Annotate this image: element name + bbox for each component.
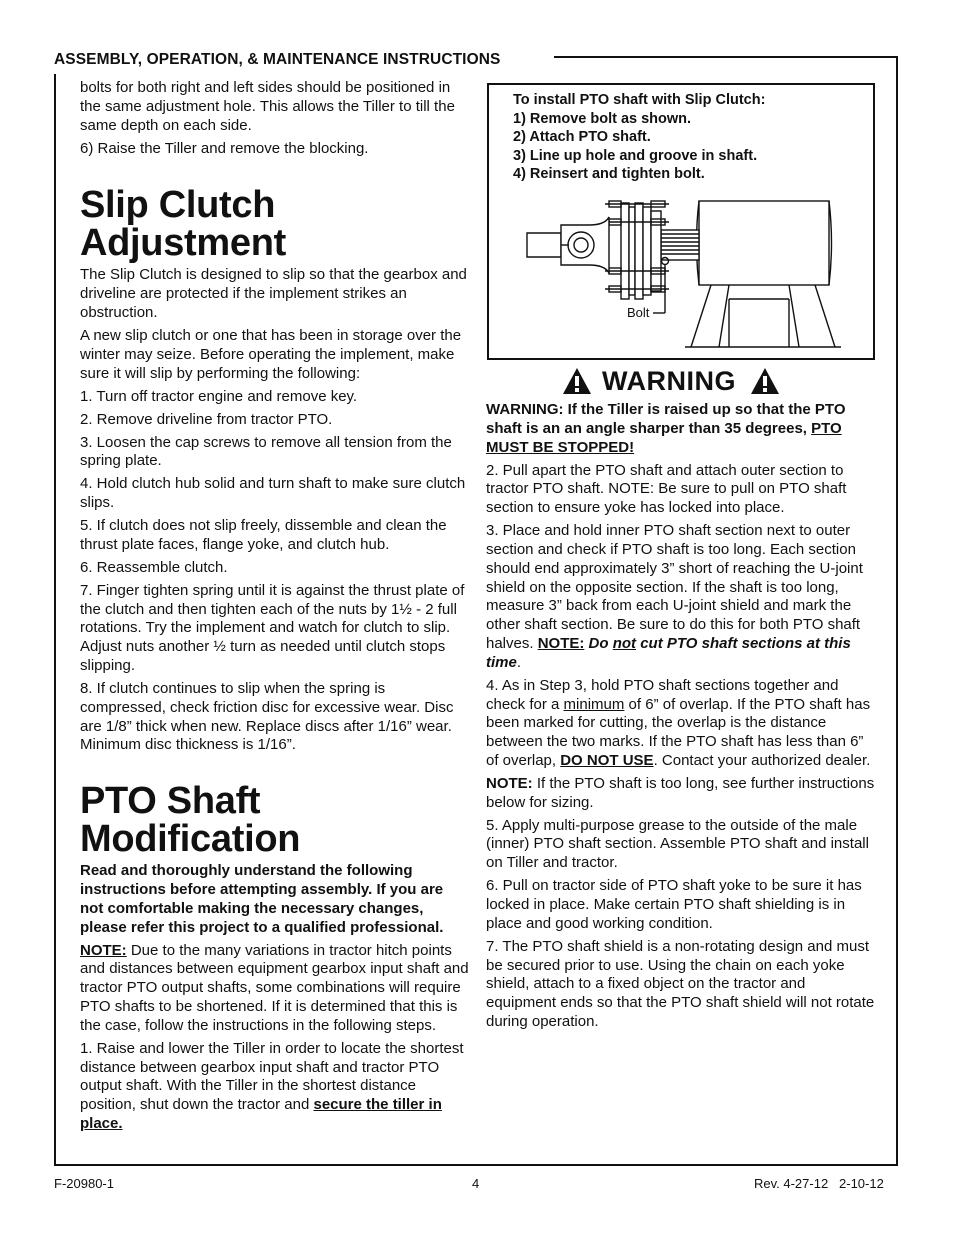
warning-triangle-icon xyxy=(750,366,780,396)
right-column xyxy=(486,401,876,1036)
intro-step-6: 6) Raise the Tiller and remove the blocking. xyxy=(80,139,369,157)
pto-step-7: 7. The PTO shaft shield is a non-rotating design and must be secured prior to use. Using the chain on each yoke shield, attach to a fixed object on the tractor and equipment ends so that the PTO shaft shield will not rotate during operation. xyxy=(486,937,875,1031)
note-label: NOTE: xyxy=(80,941,127,959)
pto-mod-bold-intro: Read and thoroughly understand the following instructions before attempting assembly. If you are not comfortable making the necessary changes, please refer this project to a qualified professional. xyxy=(80,862,444,936)
note-text: Due to the many variations in tractor hitch points and distances between equipment gearbox input shaft and tractor PTO output shafts, some combinations will require PTO shafts to be shortened. If it is determined that this is the case, follow the instructions in the following steps. xyxy=(80,941,469,1034)
frame-left-line xyxy=(54,74,56,1166)
footer-doc-number: F-20980-1 xyxy=(54,1176,114,1191)
slip-clutch-step-3: 3. Loosen the cap screws to remove all tension from the spring plate. xyxy=(80,433,452,470)
figure-step-4: 4) Reinsert and tighten bolt. xyxy=(513,166,705,183)
gearbox-housing xyxy=(685,201,841,347)
slip-clutch-heading-line1: Slip Clutch xyxy=(80,184,276,227)
pto-step-4 xyxy=(486,677,876,771)
slip-clutch-step-5: 5. If clutch does not slip freely, dissemble and clean the thrust plate faces, flange yoke, and clutch hub. xyxy=(80,517,447,553)
slip-clutch-drawing xyxy=(489,85,873,358)
slip-clutch-step-7: 7. Finger tighten spring until it is against the thrust plate of the clutch and then tighten each of the nuts by 1½ - 2 full rotations. Try the implement and watch for clutch to slip. Adjust nuts another ½ turn as needed until clutch stops slipping. xyxy=(80,581,465,675)
pto-mod-heading-line1: PTO Shaft xyxy=(80,780,261,823)
slip-clutch-p1: The Slip Clutch is designed to slip so that the gearbox and driveline are protected if the implement strikes an obstruction. xyxy=(80,266,467,321)
warning-label: WARNING xyxy=(602,366,736,396)
step-3-text: 3. Place and hold inner PTO shaft section next to outer section and check if PTO shaft is too long. Each section should end approximately 3” short of reaching the U-joint shield on the opposite section. If the shaft is too long, measure 3” back from each U-joint shield and mark the other shaft section. Be sure to do this for both PTO shaft halves. xyxy=(486,522,863,652)
frame-bottom-line xyxy=(54,1164,898,1166)
slip-clutch-p2: A new slip clutch or one that has been in storage over the winter may seize. Before operating the implement, make sure it will slip by performing the following: xyxy=(80,326,462,382)
pto-install-figure xyxy=(487,83,875,360)
slip-clutch-step-8: 8. If clutch continues to slip when the spring is compressed, check friction disc for excessive wear. Disc are 1/8” thick when new. Replace discs after 1/16” wear. Minimum disc thickness is 1/16”. xyxy=(80,680,454,754)
warning-banner xyxy=(560,365,782,397)
pto-step-3 xyxy=(486,522,876,672)
figure-step-2: 2) Attach PTO shaft. xyxy=(513,129,651,146)
step-4-minimum: minimum xyxy=(563,695,625,713)
pto-mod-heading xyxy=(80,780,470,861)
clutch-plates xyxy=(621,203,661,299)
footer-page-number: 4 xyxy=(472,1176,480,1191)
frame-top-line xyxy=(554,56,898,58)
pto-mod-step-1 xyxy=(80,1040,470,1134)
step-3-note-label: NOTE: xyxy=(537,634,585,652)
pto-step-2: 2. Pull apart the PTO shaft and attach outer section to tractor PTO shaft. NOTE: Be sure to pull on PTO shaft section to ensure yoke has locked into place. xyxy=(486,461,847,517)
step-1-text: 1. Raise and lower the Tiller in order to locate the shortest distance between gearbox input shaft and tractor PTO output shaft. With the Tiller in the shortest distance position, shut down the tractor and xyxy=(80,1039,464,1114)
step-4-a: 4. As in Step 3, hold PTO shaft sections together and check for a xyxy=(486,676,839,713)
intro-paragraph: bolts for both right and left sides should be positioned in the same adjustment hole. This allows the Tiller to till the same depth on each side. xyxy=(80,79,455,134)
pto-shaft-splines xyxy=(661,230,699,260)
header-title: ASSEMBLY, OPERATION, & MAINTENANCE INSTRUCTIONS xyxy=(54,51,501,68)
slip-clutch-heading-line2: Adjustment xyxy=(80,222,287,265)
warning-text-emphasis: PTO MUST BE STOPPED! xyxy=(486,419,842,456)
slip-clutch-heading xyxy=(80,184,470,265)
figure-step-title: To install PTO shaft with Slip Clutch: xyxy=(513,92,766,108)
left-column xyxy=(80,79,470,1138)
step-4-do-not-use: DO NOT USE xyxy=(560,751,654,769)
pto-note xyxy=(486,775,876,813)
figure-step-3: 3) Line up hole and groove in shaft. xyxy=(513,147,758,164)
pto-mod-note xyxy=(80,942,470,1036)
step-3-end: . xyxy=(516,653,522,671)
pto-note-text: If the PTO shaft is too long, see further instructions below for sizing. xyxy=(486,774,875,811)
slip-clutch-step-1: 1. Turn off tractor engine and remove key. xyxy=(80,387,358,405)
slip-clutch-step-2: 2. Remove driveline from tractor PTO. xyxy=(80,410,333,428)
frame-right-line xyxy=(896,56,898,1166)
step-4-b: of 6” of overlap. If the PTO shaft has been marked for cutting, the overlap is the distance between the two marks. If the PTO shaft has less than 6” of overlap, xyxy=(486,695,871,769)
step-4-c: . Contact your authorized dealer. xyxy=(653,751,871,769)
figure-step-1: 1) Remove bolt as shown. xyxy=(513,110,692,127)
pto-note-label: NOTE: xyxy=(486,774,533,792)
step-3-rest: cut PTO shaft sections at this time xyxy=(486,634,851,671)
step-1-emphasis: secure the tiller in place. xyxy=(80,1096,442,1132)
warning-text xyxy=(486,401,876,457)
pto-step-6: 6. Pull on tractor side of PTO shaft yoke to be sure it has locked in place. Make certain PTO shaft shielding is in place and good working condition. xyxy=(486,877,862,932)
step-3-do: Do xyxy=(584,634,613,652)
slip-clutch-step-6: 6. Reassemble clutch. xyxy=(80,558,228,576)
slip-clutch-step-4: 4. Hold clutch hub solid and turn shaft to make sure clutch slips. xyxy=(80,475,466,512)
footer-revision: Rev. 4-27-12 2-10-12 xyxy=(754,1176,884,1191)
u-joint-yoke xyxy=(527,217,609,273)
warning-triangle-icon xyxy=(562,366,592,396)
bolt-label: Bolt xyxy=(627,305,650,320)
pto-step-5: 5. Apply multi-purpose grease to the outside of the male (inner) PTO shaft section. Assemble PTO shaft and install on Tiller and tractor. xyxy=(486,816,869,872)
step-3-not: not xyxy=(612,634,637,652)
warning-text-main: WARNING: If the Tiller is raised up so that the PTO shaft is an an angle sharper than 35 degrees, xyxy=(486,401,846,437)
pto-mod-heading-line2: Modification xyxy=(80,818,301,861)
